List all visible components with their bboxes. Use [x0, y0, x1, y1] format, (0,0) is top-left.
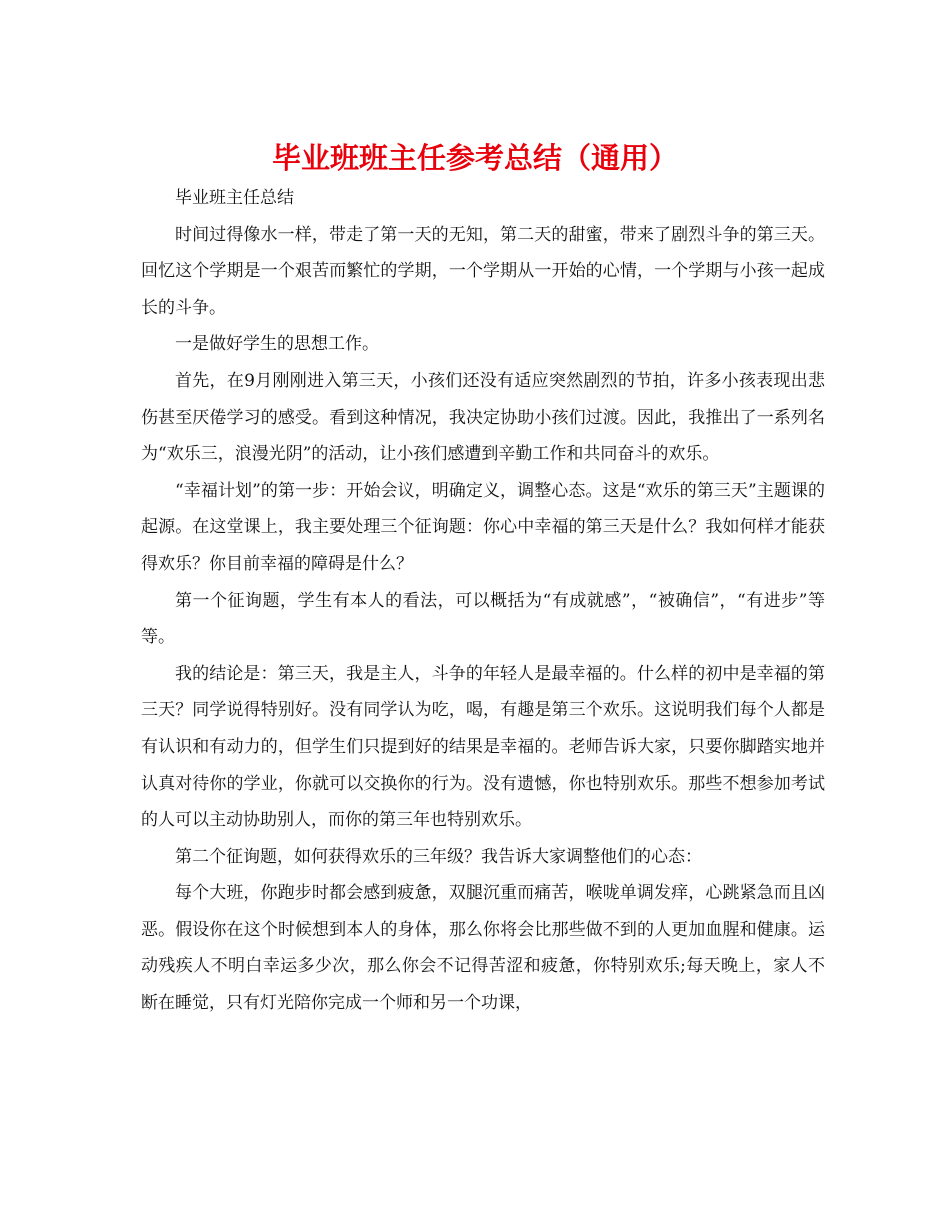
paragraph: 首先，在9月刚刚进入第三天，小孩们还没有适应突然剧烈的节拍，许多小孩表现出悲伤甚至厌倦学习的感受。看到这种情况，我决定协助小孩们过渡。因此，我推出了一系列名为“欢乐三，浪漫光阴”的活动，让小孩们感遭到辛勤工作和共同奋斗的欢乐。 — [141, 370, 825, 465]
paragraph: 第二个征询题，如何获得欢乐的三年级？我告诉大家调整他们的心态： — [175, 846, 702, 867]
document-body — [141, 180, 825, 1022]
paragraph: 我的结论是：第三天，我是主人，斗争的年轻人是最幸福的。什么样的初中是幸福的第三天？同学说得特别好。没有同学认为吃，喝，有趣是第三个欢乐。这说明我们每个人都是有认识和有动力的，但学生们只提到好的结果是幸福的。老师告诉大家，只要你脚踏实地并认真对待你的学业，你就可以交换你的行为。没有遗憾，你也特别欢乐。那些不想参加考试的人可以主动协助别人，而你的第三年也特别欢乐。 — [141, 663, 825, 831]
paragraph: 时间过得像水一样，带走了第一天的无知，第二天的甜蜜，带来了剧烈斗争的第三天。回忆这个学期是一个艰苦而繁忙的学期，一个学期从一开始的心情，一个学期与小孩一起成长的斗争。 — [141, 224, 825, 318]
paragraph-heading-ideology-work: 一是做好学生的思想工作。 — [175, 334, 379, 355]
paragraph: 每个大班，你跑步时都会感到疲惫，双腿沉重而痛苦，喉咙单调发痒，心跳紧急而且凶恶。假设你在这个时候想到本人的身体，那么你将会比那些做不到的人更加血腥和健康。运动残疾人不明白幸运多少次，那么你会不记得苦涩和疲惫，你特别欢乐;每天晚上，家人不断在睡觉，只有灯光陪你完成一个师和另一个功课， — [141, 883, 825, 1014]
paragraph-subtitle: 毕业班主任总结 — [175, 188, 294, 208]
paragraph: 第一个征询题，学生有本人的看法，可以概括为“有成就感”，“被确信”，“有进步”等等。 — [141, 590, 825, 648]
paragraph: “幸福计划”的第一步：开始会议，明确定义，调整心态。这是“欢乐的第三天”主题课的起源。在这堂课上，我主要处理三个征询题：你心中幸福的第三天是什么？我如何样才能获得欢乐？你目前幸福的障碍是什么？ — [141, 480, 825, 574]
document-title: 毕业班班主任参考总结（通用） — [271, 141, 678, 175]
